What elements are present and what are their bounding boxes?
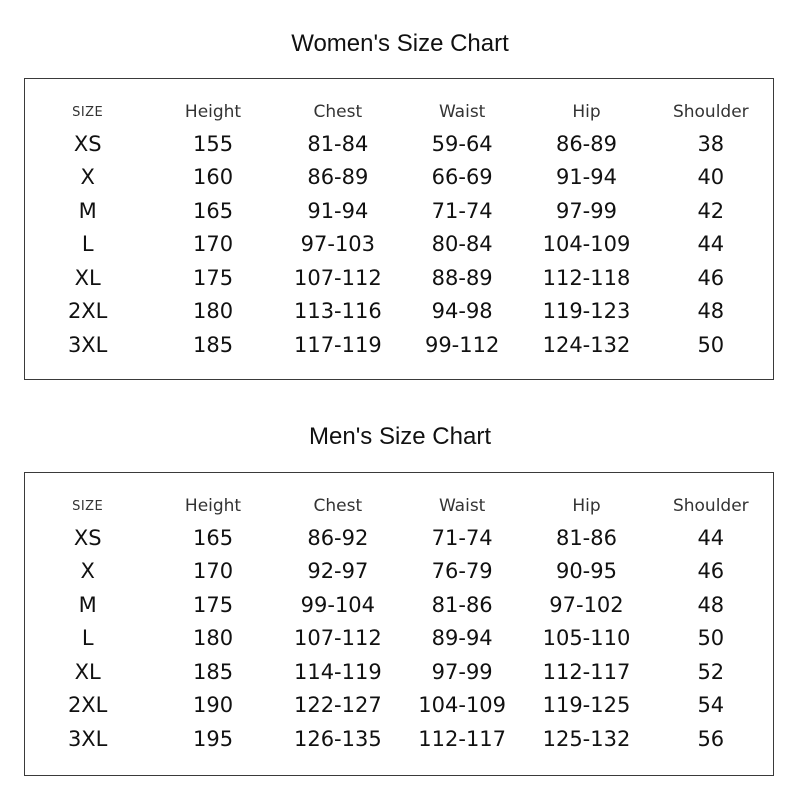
column-header-size: SIZE (72, 104, 104, 120)
table-cell-hip: 125-132 (542, 726, 631, 751)
table-cell-shoulder: 40 (697, 165, 725, 190)
table-cell-waist: 112-117 (418, 726, 507, 751)
table-cell-size: M (78, 198, 97, 223)
table-cell-hip: 119-125 (542, 693, 631, 718)
table-row (25, 588, 773, 622)
women-size-table-frame (24, 78, 774, 380)
column-header-chest: Chest (313, 102, 363, 122)
table-cell-size: XS (73, 131, 102, 156)
table-cell-height: 190 (192, 693, 234, 718)
table-row (25, 655, 773, 689)
table-cell-size: X (80, 559, 95, 584)
table-cell-height: 180 (192, 626, 234, 651)
table-cell-waist: 88-89 (431, 265, 493, 290)
table-cell-hip: 97-99 (555, 198, 617, 223)
table-cell-hip: 86-89 (555, 131, 617, 156)
column-header-height: Height (184, 102, 242, 122)
table-cell-hip: 97-102 (549, 592, 624, 617)
table-cell-height: 180 (192, 299, 234, 324)
table-cell-height: 175 (192, 592, 234, 617)
table-cell-chest: 114-119 (293, 659, 382, 684)
table-cell-size: XL (74, 265, 101, 290)
table-cell-height: 155 (192, 131, 234, 156)
table-cell-height: 175 (192, 265, 234, 290)
table-cell-size: 3XL (67, 332, 108, 357)
table-cell-hip: 112-118 (542, 265, 631, 290)
table-cell-chest: 107-112 (293, 265, 382, 290)
table-cell-hip: 104-109 (542, 232, 631, 257)
table-cell-size: 2XL (67, 693, 108, 718)
women-size-table (25, 97, 773, 362)
table-row (25, 261, 773, 295)
table-cell-size: 2XL (67, 299, 108, 324)
table-cell-shoulder: 50 (697, 626, 725, 651)
table-cell-waist: 89-94 (431, 626, 493, 651)
table-cell-hip: 105-110 (542, 626, 631, 651)
table-cell-shoulder: 44 (697, 525, 725, 550)
table-row (25, 722, 773, 756)
table-cell-hip: 124-132 (542, 332, 631, 357)
table-cell-height: 165 (192, 198, 234, 223)
table-cell-chest: 99-104 (300, 592, 376, 617)
table-cell-chest: 97-103 (300, 232, 376, 257)
table-cell-height: 185 (192, 659, 234, 684)
table-cell-shoulder: 42 (697, 198, 725, 223)
table-cell-chest: 86-92 (307, 525, 369, 550)
table-cell-chest: 86-89 (307, 165, 369, 190)
table-cell-waist: 71-74 (431, 525, 493, 550)
table-cell-size: XS (73, 525, 102, 550)
table-cell-waist: 59-64 (431, 131, 493, 156)
table-cell-waist: 81-86 (431, 592, 493, 617)
men-chart-title: Men's Size Chart (309, 423, 491, 450)
table-cell-chest: 126-135 (293, 726, 382, 751)
column-header-hip: Hip (572, 102, 601, 122)
men-size-table (25, 491, 773, 756)
table-cell-shoulder: 56 (697, 726, 725, 751)
table-cell-hip: 91-94 (555, 165, 617, 190)
column-header-height: Height (184, 496, 242, 516)
table-cell-height: 160 (192, 165, 234, 190)
table-cell-shoulder: 52 (697, 659, 725, 684)
table-cell-shoulder: 44 (697, 232, 725, 257)
table-cell-chest: 113-116 (293, 299, 382, 324)
table-cell-chest: 122-127 (293, 693, 382, 718)
table-cell-size: X (80, 165, 95, 190)
column-header-shoulder: Shoulder (672, 102, 749, 122)
table-cell-waist: 97-99 (431, 659, 493, 684)
column-header-size: SIZE (72, 498, 104, 514)
table-cell-height: 185 (192, 332, 234, 357)
table-cell-chest: 81-84 (307, 131, 369, 156)
table-cell-size: 3XL (67, 726, 108, 751)
table-cell-shoulder: 46 (697, 559, 725, 584)
table-header-row (25, 491, 773, 521)
table-row (25, 127, 773, 161)
table-cell-waist: 76-79 (431, 559, 493, 584)
table-cell-chest: 92-97 (307, 559, 369, 584)
table-cell-hip: 119-123 (542, 299, 631, 324)
table-cell-height: 165 (192, 525, 234, 550)
women-chart-title: Women's Size Chart (291, 30, 509, 57)
table-cell-shoulder: 46 (697, 265, 725, 290)
column-header-shoulder: Shoulder (672, 496, 749, 516)
table-cell-shoulder: 54 (697, 693, 725, 718)
table-row (25, 295, 773, 329)
table-cell-size: L (81, 232, 94, 257)
table-cell-shoulder: 50 (697, 332, 725, 357)
table-cell-shoulder: 38 (697, 131, 725, 156)
table-cell-shoulder: 48 (697, 592, 725, 617)
column-header-waist: Waist (438, 102, 486, 122)
men-size-table-frame (24, 472, 774, 776)
column-header-chest: Chest (313, 496, 363, 516)
table-cell-height: 170 (192, 559, 234, 584)
table-row (25, 555, 773, 589)
table-cell-waist: 66-69 (431, 165, 493, 190)
table-cell-hip: 112-117 (542, 659, 631, 684)
table-cell-waist: 99-112 (424, 332, 500, 357)
table-row (25, 689, 773, 723)
table-row (25, 521, 773, 555)
table-row (25, 194, 773, 228)
table-cell-hip: 90-95 (555, 559, 617, 584)
table-cell-size: M (78, 592, 97, 617)
table-row (25, 228, 773, 262)
table-cell-chest: 91-94 (307, 198, 369, 223)
table-cell-waist: 71-74 (431, 198, 493, 223)
table-cell-size: L (81, 626, 94, 651)
table-header-row (25, 97, 773, 127)
table-cell-height: 170 (192, 232, 234, 257)
table-cell-waist: 94-98 (431, 299, 493, 324)
table-cell-chest: 107-112 (293, 626, 382, 651)
table-cell-height: 195 (192, 726, 234, 751)
column-header-waist: Waist (438, 496, 486, 516)
table-cell-waist: 104-109 (418, 693, 507, 718)
table-row (25, 328, 773, 362)
table-cell-chest: 117-119 (293, 332, 382, 357)
table-cell-size: XL (74, 659, 101, 684)
table-cell-hip: 81-86 (555, 525, 617, 550)
table-cell-waist: 80-84 (431, 232, 493, 257)
column-header-hip: Hip (572, 496, 601, 516)
table-row (25, 622, 773, 656)
table-cell-shoulder: 48 (697, 299, 725, 324)
table-row (25, 161, 773, 195)
